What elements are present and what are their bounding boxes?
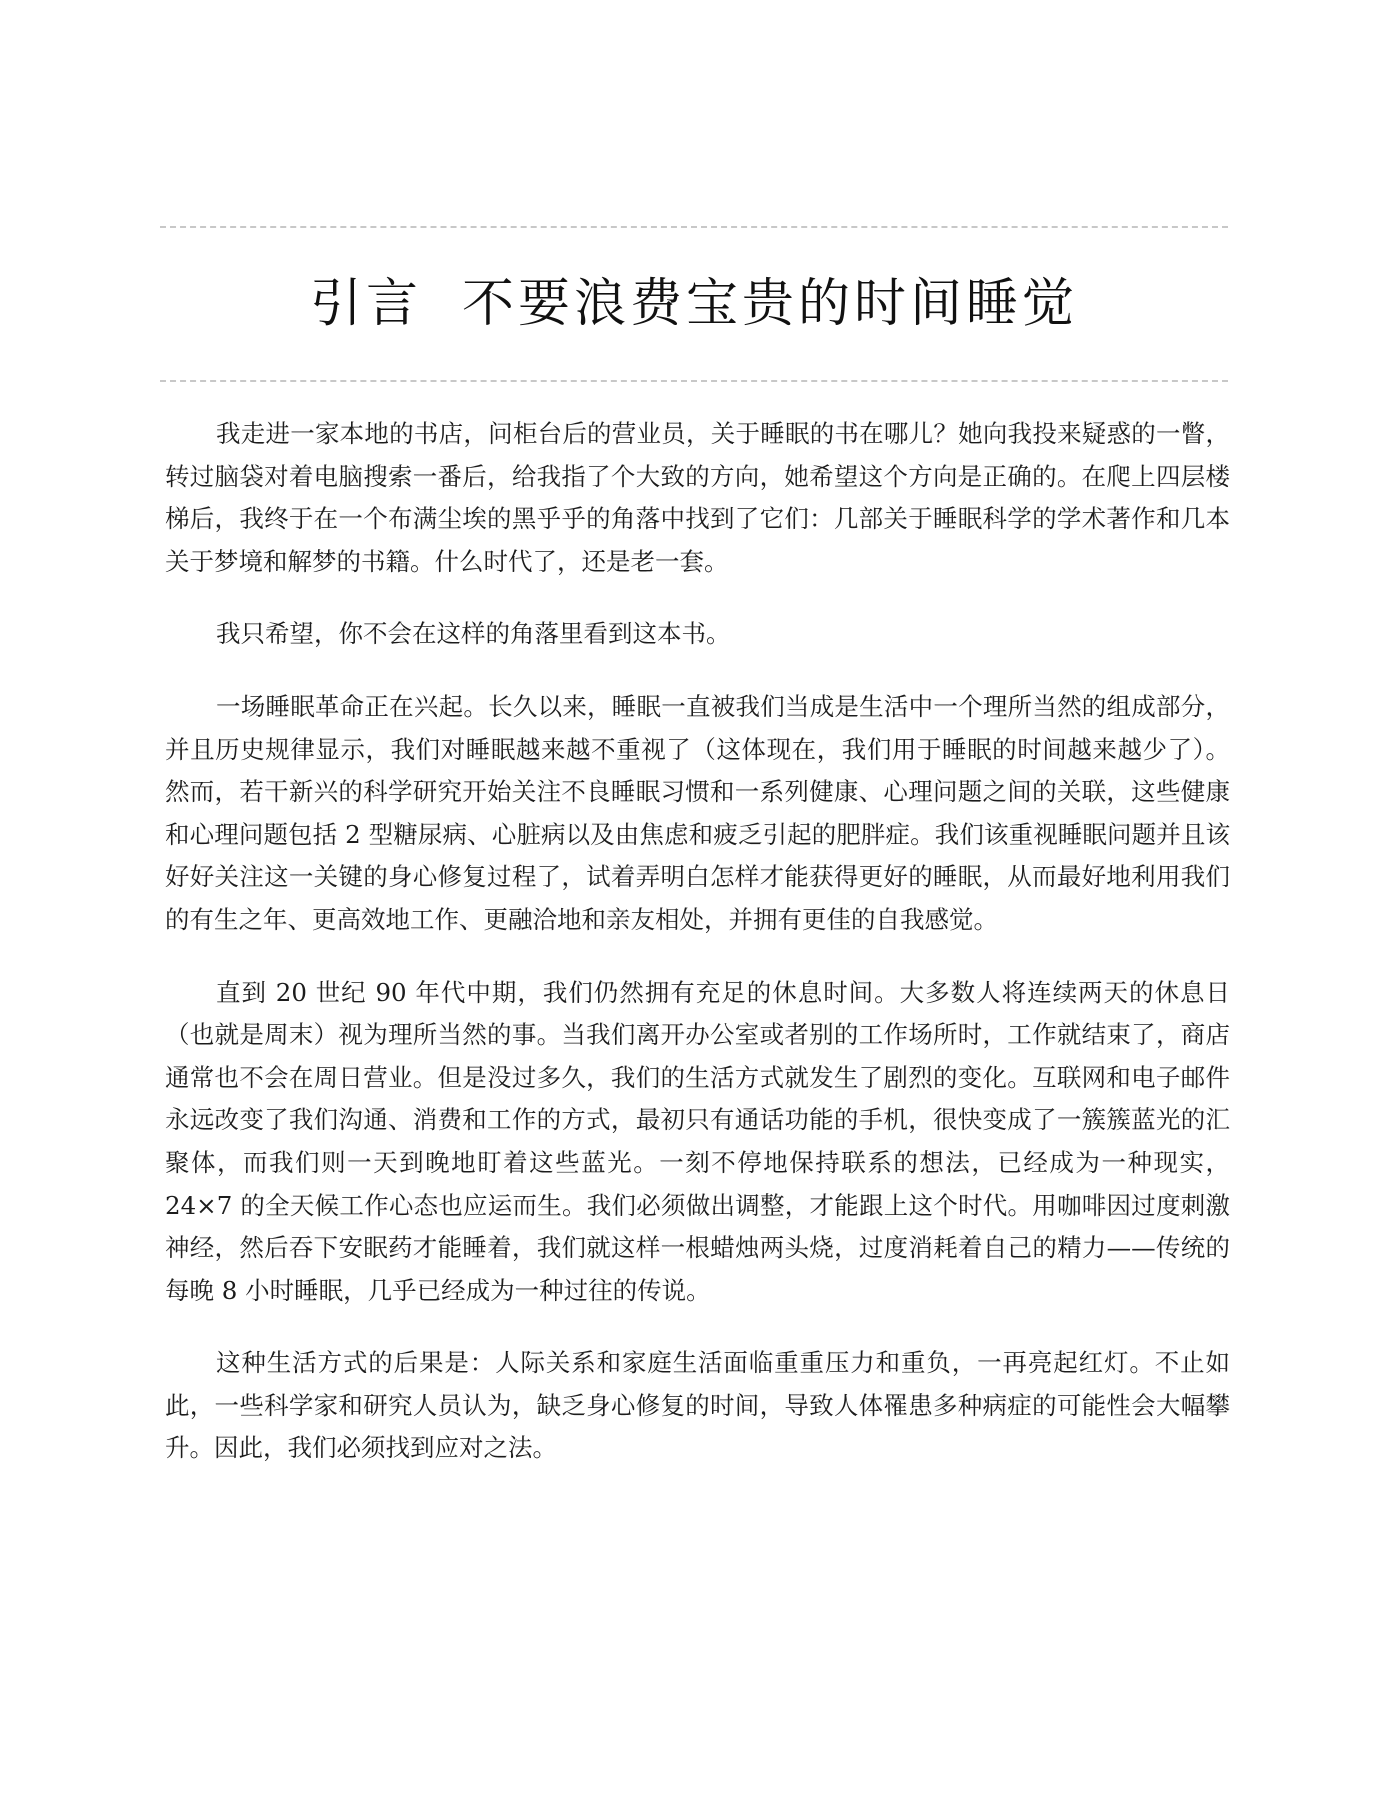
bottom-divider xyxy=(160,380,1228,382)
paragraph-2: 我只希望，你不会在这样的角落里看到这本书。 xyxy=(216,619,731,649)
paragraph-5: 这种生活方式的后果是：人际关系和家庭生活面临重重压力和重负，一再亮起红灯。不止如此，一些科学家和研究人员认为，缺乏身心修复的时间，导致人体罹患多种病症的可能性会大幅攀升。因此，我们必须找到应对之法。 xyxy=(165,1348,1230,1463)
chapter-title xyxy=(160,268,1228,340)
paragraph-1: 我走进一家本地的书店，问柜台后的营业员，关于睡眠的书在哪儿？她向我投来疑惑的一瞥，转过脑袋对着电脑搜索一番后，给我指了个大致的方向，她希望这个方向是正确的。在爬上四层楼梯后，我终于在一个布满尘埃的黑乎乎的角落中找到了它们：几部关于睡眠科学的学术著作和几本关于梦境和解梦的书籍。什么时代了，还是老一套。 xyxy=(165,419,1230,576)
chapter-label: 引言 xyxy=(309,274,422,334)
chapter-body xyxy=(165,413,1230,1500)
top-divider xyxy=(160,226,1228,228)
paragraph-3: 一场睡眠革命正在兴起。长久以来，睡眠一直被我们当成是生活中一个理所当然的组成部分，并且历史规律显示，我们对睡眠越来越不重视了（这体现在，我们用于睡眠的时间越来越少了）。然而，若干新兴的科学研究开始关注不良睡眠习惯和一系列健康、心理问题之间的关联，这些健康和心理问题包括 2 型糖尿病、心脏病以及由焦虑和疲乏引起的肥胖症。我们该重视睡眠问题并且该好好关注这一关键的身心修复过程了，试着弄明白怎样才能获得更好的睡眠，从而最好地利用我们的有生之年、更高效地工作、更融洽地和亲友相处，并拥有更佳的自我感觉。 xyxy=(165,691,1230,934)
paragraph-4: 直到 20 世纪 90 年代中期，我们仍然拥有充足的休息时间。大多数人将连续两天的休息日（也就是周末）视为理所当然的事。当我们离开办公室或者别的工作场所时，工作就结束了，商店通常也不会在周日营业。但是没过多久，我们的生活方式就发生了剧烈的变化。互联网和电子邮件永远改变了我们沟通、消费和工作的方式，最初只有通话功能的手机，很快变成了一簇簇蓝光的汇聚体，而我们则一天到晚地盯着这些蓝光。一刻不停地保持联系的想法，已经成为一种现实，24×7 的全天候工作心态也应运而生。我们必须做出调整，才能跟上这个时代。用咖啡因过度刺激神经，然后吞下安眠药才能睡着，我们就这样一根蜡烛两头烧，过度消耗着自己的精力——传统的每晚 8 小时睡眠，几乎已经成为一种过往的传说。 xyxy=(165,977,1230,1305)
chapter-title-text: 不要浪费宝贵的时间睡觉 xyxy=(462,274,1079,334)
